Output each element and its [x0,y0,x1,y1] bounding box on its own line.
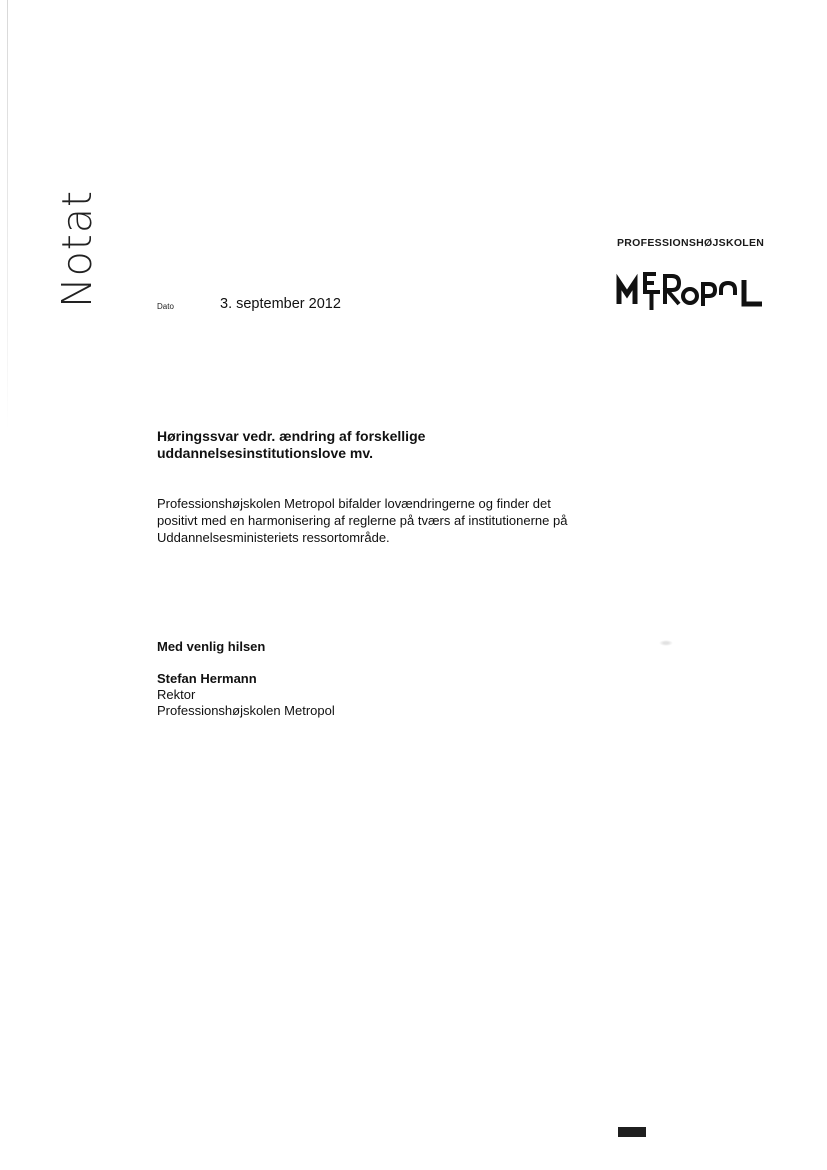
scan-edge-line [7,0,8,430]
metropol-logo [616,268,766,312]
body-line: Professionshøjskolen Metropol bifalder lovændringerne og finder det [157,496,551,511]
scan-artifact [659,640,673,646]
subject-line: Høringssvar vedr. ændring af forskellige [157,428,426,444]
date-value: 3. september 2012 [220,296,341,312]
body-paragraph [157,495,597,546]
signatory-title: Rektor [157,687,196,702]
organization-header: PROFESSIONSHØJSKOLEN [617,237,765,249]
subject-heading [157,428,577,462]
signatory-organization: Professionshøjskolen Metropol [157,703,335,718]
signature-block [157,671,335,719]
body-line: Uddannelsesministeriets ressortområde. [157,530,390,545]
date-label: Dato [157,302,174,311]
body-line: positivt med en harmonisering af reglerne på tværs af institutionerne på [157,513,568,528]
scan-mark [618,1127,646,1137]
signatory-name: Stefan Hermann [157,671,257,686]
document-type-label: Notat [53,189,101,308]
subject-line: uddannelsesinstitutionslove mv. [157,445,374,461]
closing-salutation: Med venlig hilsen [157,639,266,654]
